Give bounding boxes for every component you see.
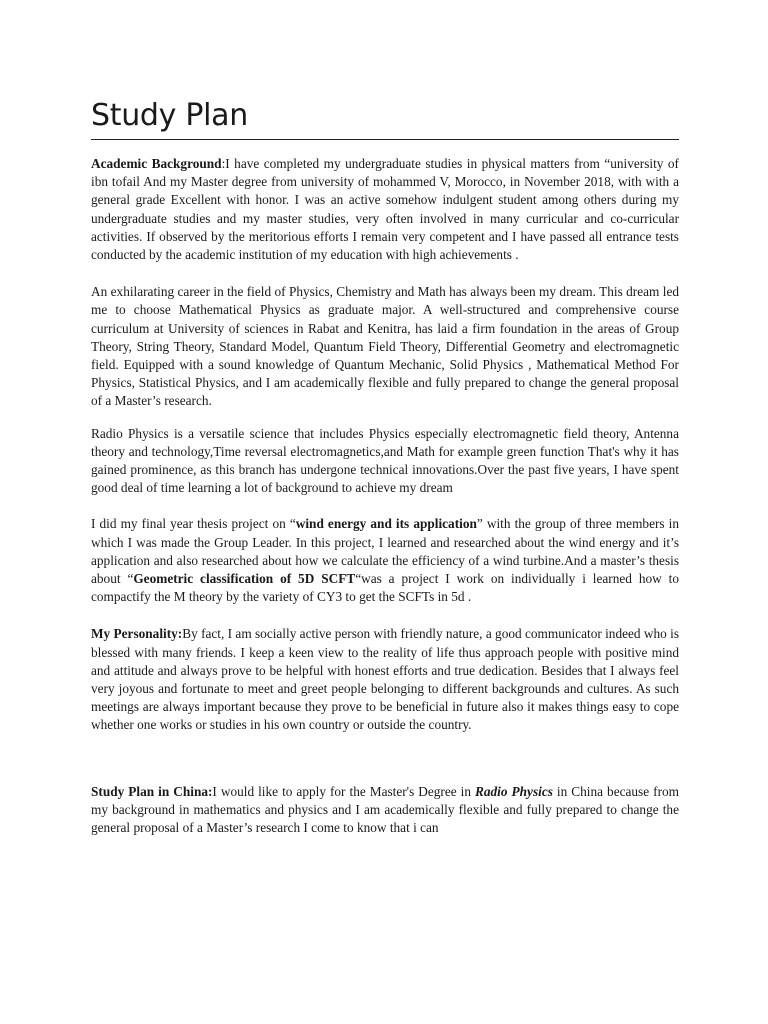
paragraph-radio-physics: [91, 425, 679, 498]
thesis-text-3: “was a project I work on individually i learned how to compactify the M theory by the variety of CY3 to get the SCFTs in 5d .: [91, 571, 679, 605]
thesis-title-scft: Geometric classification of 5D SCFT: [133, 571, 356, 587]
personality-heading: My Personality:: [91, 626, 183, 642]
title-underline: [91, 139, 679, 140]
thesis-title-wind-energy: wind energy and its application: [295, 516, 477, 532]
radio-physics-text: Radio Physics is a versatile science that includes Physics especially electromagnetic field theory, Antenna theory and technology,Time reversal electromagnetics,and Math for example green function That's why it has gained prominence, as this branch has undergone technical innovations.Over the past five years, I have spent good deal of time learning a lot of background to achieve my dream: [91, 425, 679, 496]
paragraph-study-plan-china: [91, 783, 679, 838]
academic-background-heading: Academic Background: [91, 156, 222, 171]
paragraph-thesis: [91, 515, 679, 606]
paragraph-academic-background: [91, 155, 679, 264]
paragraph-personality: [91, 625, 679, 734]
paragraph-career: [91, 283, 679, 410]
document-body: [91, 155, 679, 837]
study-plan-china-text-1: I would like to apply for the Master's Degree in: [212, 783, 476, 799]
page-title: Study Plan: [91, 98, 248, 133]
thesis-text-1: I did my final year thesis project on “: [91, 516, 296, 532]
personality-text: By fact, I am socially active person with friendly nature, a good communicator indeed who is blessed with many friends. I keep a keen view to the reality of life thus approach people with positive mind and attitude and always prove to be helpful with honest efforts and true dedication. Besides that I always feel very joyous and fortunate to meet and greet people belonging to different backgrounds and cultures. As such meetings are always important because they prove to be beneficial in future also it makes things easy to cope whether one works or studies in his own country or outside the country.: [91, 626, 679, 733]
academic-background-text: :I have completed my undergraduate studies in physical matters from “university of ibn tofail And my Master degree from university of mohammed V, Morocco, in November 2018, with with a general grade Excellent with honor. I was an active somehow indulgent student among others during my undergraduate studies and my master studies, very often involved in many curricular and co-curricular activities. If observed by the meritorious efforts I remain very competent and I have passed all entrance tests conducted by the academic institution of my education with high achievements .: [91, 156, 679, 263]
study-plan-china-text-2: in China because from my background in mathematics and physics and I am academically flexible and fully prepared to change the general proposal of a Master’s research I come to know that i can: [91, 783, 679, 836]
career-text: An exhilarating career in the field of Physics, Chemistry and Math has always been my dream. This dream led me to choose Mathematical Physics as graduate major. A well-structured and comprehensive course curriculum at University of sciences in Rabat and Kenitra, has laid a firm foundation in the areas of Group Theory, String Theory, Standard Model, Quantum Field Theory, Differential Geometry and electromagnetic field. Equipped with a sound knowledge of Quantum Mechanic, Solid Physics , Mathematical Method For Physics, Statistical Physics, and I am academically flexible and fully prepared to change the general proposal of a Master’s research.: [91, 284, 679, 409]
radio-physics-emphasis: Radio Physics: [475, 783, 553, 799]
thesis-text-2: ” with the group of three members in which I was made the Group Leader. In this project, I learned and researched about the wind energy and it’s application and also researched about how we calculate the efficiency of a wind turbine.And a master’s thesis about “: [91, 516, 680, 587]
study-plan-china-heading: Study Plan in China:: [91, 783, 213, 799]
